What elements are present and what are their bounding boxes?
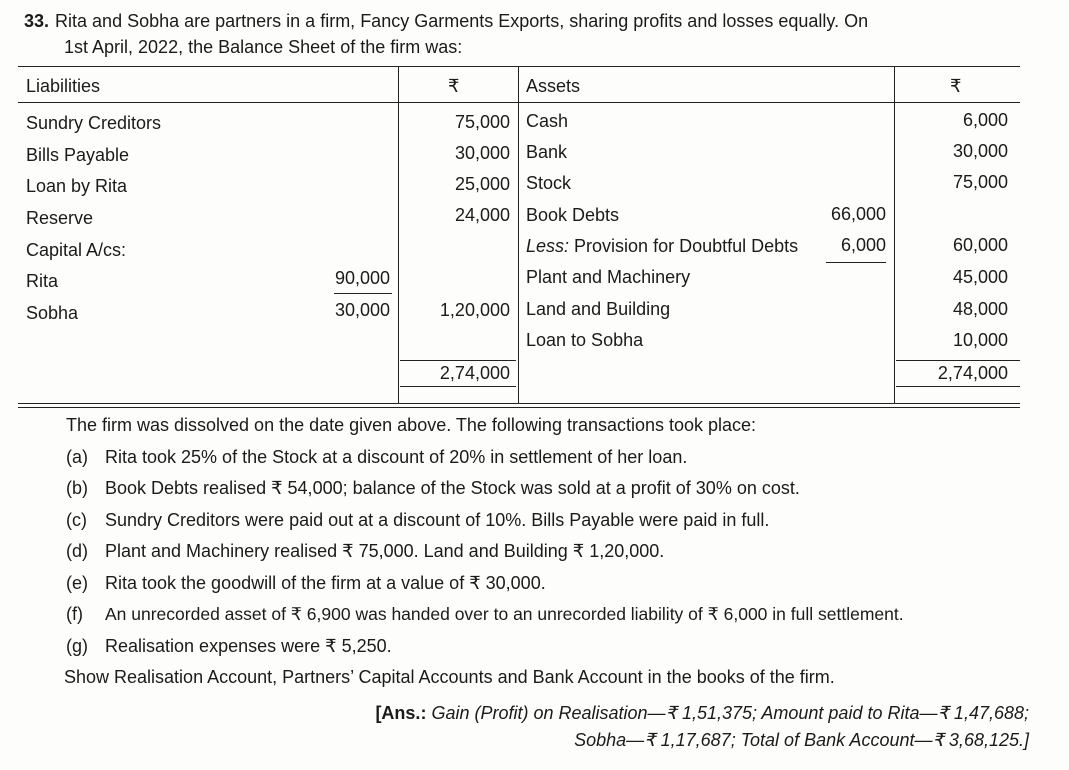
capital-subtotal-rule xyxy=(334,293,392,294)
list-item xyxy=(66,442,1056,474)
asset-amount: 48,000 xyxy=(952,299,1008,319)
column-divider-2 xyxy=(518,66,519,403)
item-label: (d) xyxy=(66,541,88,561)
liability-label: Loan by Rita xyxy=(26,176,128,196)
asset-amount: 6,000 xyxy=(962,110,1008,130)
provision-label: Provision for Doubtful Debts xyxy=(569,236,799,256)
liability-amount: 25,000 xyxy=(454,174,510,194)
answer-line-2: Sobha—₹ 1,17,687; Total of Bank Account—₹ 3,68,125.] xyxy=(574,730,1029,750)
asset-label: Land and Building xyxy=(526,299,671,319)
question-line-1: Rita and Sobha are partners in a firm, Fancy Garments Exports, sharing profits and losses equally. On xyxy=(55,11,869,31)
asset-amount: 10,000 xyxy=(952,330,1008,350)
list-item xyxy=(66,568,1056,600)
asset-label: Plant and Machinery xyxy=(526,267,691,287)
asset-label: Stock xyxy=(526,173,572,193)
item-text: Book Debts realised ₹ 54,000; balance of the Stock was sold at a profit of 30% on cost. xyxy=(105,478,800,498)
liability-amount: 30,000 xyxy=(454,143,510,163)
transactions-block xyxy=(66,410,1056,694)
item-label: (a) xyxy=(66,446,88,467)
item-label: (f) xyxy=(66,604,83,624)
liabilities-total: 2,74,000 xyxy=(439,363,510,383)
list-item xyxy=(66,473,1056,505)
total-top-rule-left xyxy=(400,360,516,361)
list-item xyxy=(66,536,1056,568)
asset-label: Book Debts xyxy=(526,205,620,225)
asset-label: Bank xyxy=(526,142,568,162)
asset-label: Loan to Sobha xyxy=(526,330,644,350)
item-label: (b) xyxy=(66,478,88,498)
asset-label: Cash xyxy=(526,111,569,131)
liability-amount: 1,20,000 xyxy=(439,300,510,320)
asset-sub-amount: 66,000 xyxy=(830,204,886,224)
balance-sheet xyxy=(18,66,1020,406)
asset-sub-amount: 6,000 xyxy=(840,235,886,255)
header-rule xyxy=(18,102,1020,103)
item-text: Rita took 25% of the Stock at a discount of 20% in settlement of her loan. xyxy=(105,446,688,467)
asset-label xyxy=(526,235,798,257)
instruction-text: Show Realisation Account, Partners’ Capital Accounts and Bank Account in the books of the firm. xyxy=(64,667,835,687)
answer-prefix: [Ans.: xyxy=(375,703,427,723)
table-bottom-rule-2 xyxy=(18,407,1020,408)
asset-amount: 75,000 xyxy=(952,172,1008,192)
header-liabilities: Liabilities xyxy=(26,76,101,96)
answer-block xyxy=(375,700,1029,754)
total-top-rule-right xyxy=(896,360,1020,361)
question-number: 33. xyxy=(24,11,50,31)
liability-label: Bills Payable xyxy=(26,145,130,165)
table-top-rule xyxy=(18,66,1020,67)
item-text: Plant and Machinery realised ₹ 75,000. Land and Building ₹ 1,20,000. xyxy=(105,541,665,561)
column-divider-3 xyxy=(894,66,895,403)
item-text: Rita took the goodwill of the firm at a value of ₹ 30,000. xyxy=(105,572,546,593)
liability-amount: 24,000 xyxy=(454,205,510,225)
question-line-2: 1st April, 2022, the Balance Sheet of the firm was: xyxy=(64,37,463,57)
less-label: Less: xyxy=(526,236,570,256)
header-rupee-liabilities: ₹ xyxy=(448,76,460,96)
liability-label: Capital A/cs: xyxy=(26,240,127,260)
list-item xyxy=(66,599,1056,631)
column-divider-1 xyxy=(398,66,399,403)
liability-label: Rita xyxy=(26,271,59,291)
asset-amount: 45,000 xyxy=(952,267,1008,287)
item-label: (g) xyxy=(66,635,88,656)
provision-subtotal-rule xyxy=(826,262,886,263)
question-header xyxy=(24,8,1034,60)
intro-text: The firm was dissolved on the date given above. The following transactions took place: xyxy=(66,415,757,435)
header-rupee-assets: ₹ xyxy=(950,76,962,96)
item-label: (c) xyxy=(66,509,87,530)
liability-label: Sobha xyxy=(26,303,79,323)
asset-amount: 30,000 xyxy=(952,141,1008,161)
item-text: Realisation expenses were ₹ 5,250. xyxy=(105,635,392,656)
list-item xyxy=(66,505,1056,537)
list-item xyxy=(66,631,1056,663)
item-text: An unrecorded asset of ₹ 6,900 was handed over to an unrecorded liability of ₹ 6,000 in full settlement. xyxy=(105,604,904,624)
liability-amount: 75,000 xyxy=(454,112,510,132)
liability-label: Reserve xyxy=(26,208,94,228)
liability-sub-amount: 90,000 xyxy=(334,268,390,288)
liability-sub-amount: 30,000 xyxy=(334,300,390,320)
header-assets: Assets xyxy=(526,76,581,96)
liability-label: Sundry Creditors xyxy=(26,113,162,133)
asset-amount: 60,000 xyxy=(952,235,1008,255)
answer-line-1: Gain (Profit) on Realisation—₹ 1,51,375; Amount paid to Rita—₹ 1,47,688; xyxy=(426,703,1029,723)
table-bottom-rule-1 xyxy=(18,403,1020,404)
item-label: (e) xyxy=(66,572,88,593)
total-bottom-rule-left xyxy=(400,386,516,387)
item-text: Sundry Creditors were paid out at a discount of 10%. Bills Payable were paid in full. xyxy=(105,509,770,530)
total-bottom-rule-right xyxy=(896,386,1020,387)
assets-total: 2,74,000 xyxy=(937,363,1008,383)
